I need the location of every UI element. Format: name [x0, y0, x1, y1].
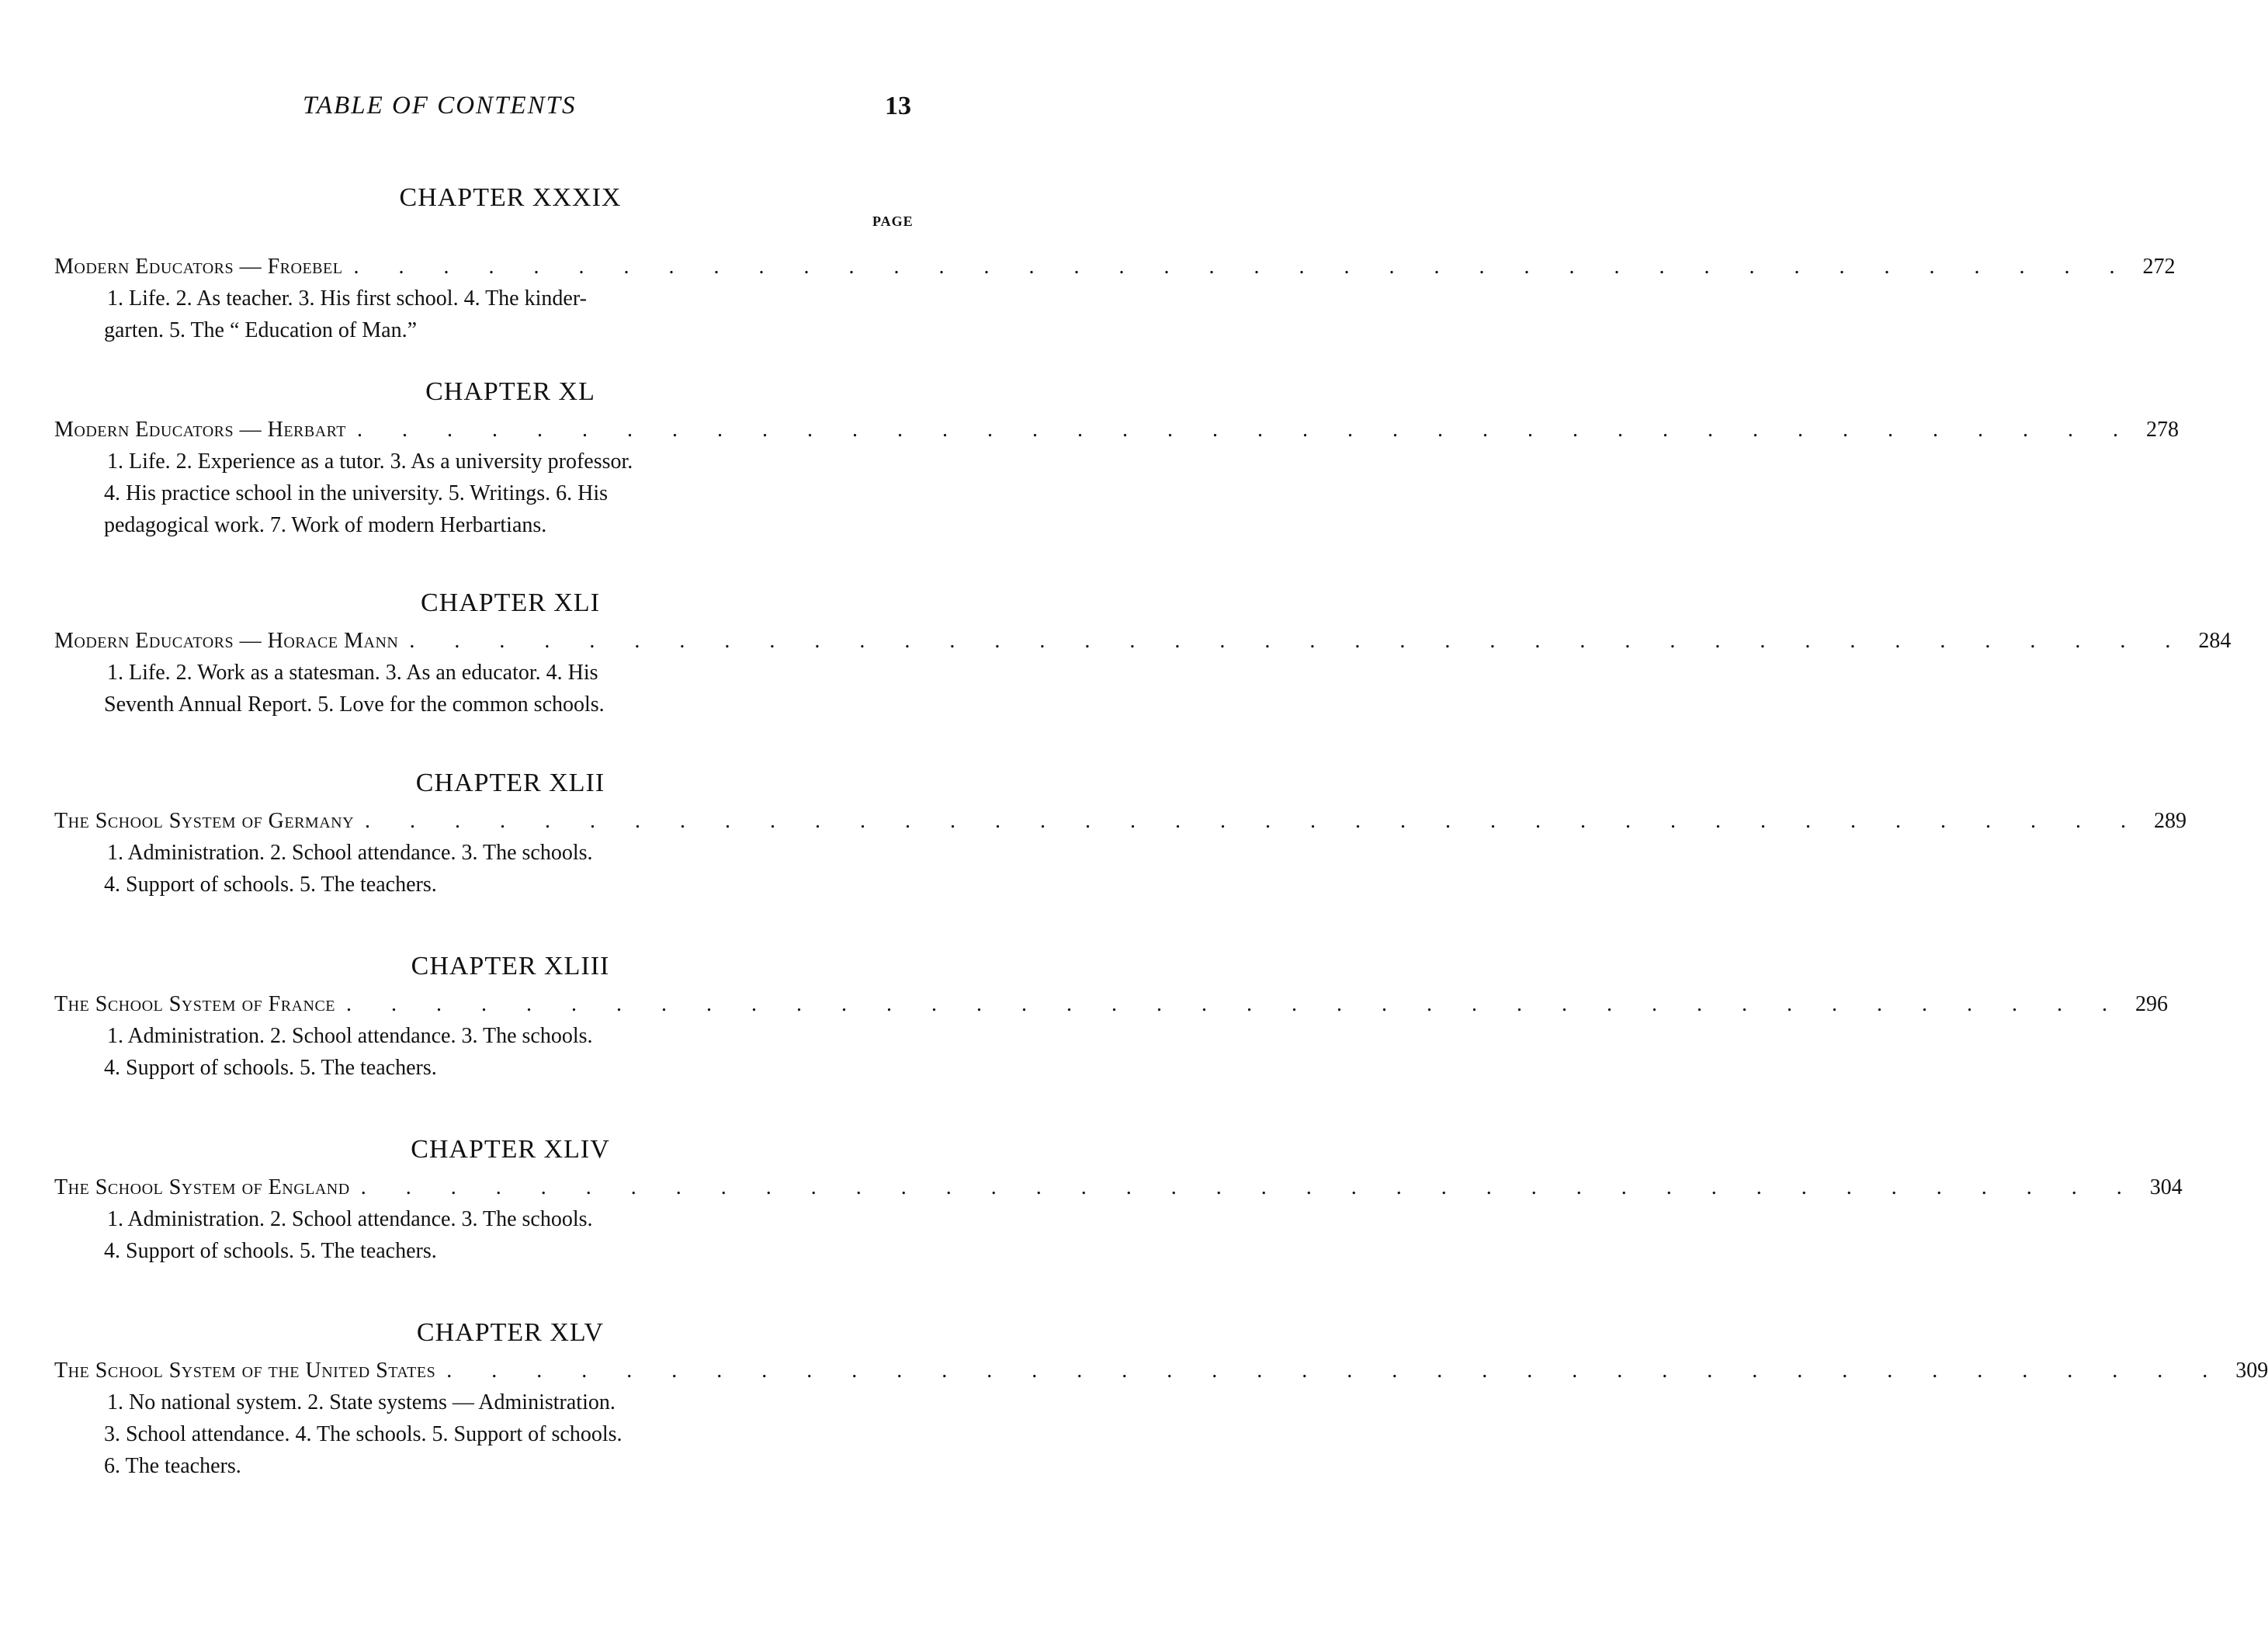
page-number: 13	[885, 92, 911, 120]
chapter-block	[54, 374, 2180, 541]
chapter-heading: CHAPTER XLIV	[411, 1135, 610, 1164]
summary-line: 1. Life. 2. As teacher. 3. His first school. 4. The kinder-	[107, 286, 587, 311]
summary-line: 1. Life. 2. Experience as a tutor. 3. As a university professor.	[107, 449, 633, 474]
entry-page-number: 296	[2135, 992, 2168, 1016]
entry-page-number: 284	[2198, 629, 2232, 653]
summary-line: 1. Administration. 2. School attendance. 3. The schools.	[107, 841, 593, 865]
dot-leader: . . . . . . . . . . . . . . . . . . . . . . . . . . . . . . . . . . . . . . . .	[360, 1175, 2139, 1199]
entry-page-number: 309	[2235, 1359, 2268, 1383]
entry-title: Modern Educators — Horace Mann	[54, 629, 399, 653]
entry-title: Modern Educators — Herbart	[54, 418, 347, 442]
chapter-heading: CHAPTER XLI	[420, 588, 601, 617]
summary-line: 4. Support of schools. 5. The teachers.	[104, 1056, 437, 1080]
chapter-block	[54, 765, 2187, 901]
chapter-summary	[54, 837, 907, 901]
chapter-block	[54, 1132, 2183, 1267]
chapter-block	[54, 1315, 2268, 1482]
chapter-summary	[54, 1020, 907, 1084]
chapter-heading: CHAPTER XXXIX	[399, 183, 622, 212]
summary-line: 4. Support of schools. 5. The teachers.	[104, 873, 437, 897]
chapter-heading: CHAPTER XLIII	[411, 952, 610, 980]
entry-page-number: 272	[2142, 255, 2176, 279]
entry-title: Modern Educators — Froebel	[54, 255, 343, 279]
summary-line: Seventh Annual Report. 5. Love for the common schools.	[104, 692, 605, 717]
page-column-label: PAGE	[872, 213, 914, 229]
summary-line: 1. Life. 2. Work as a statesman. 3. As an educator. 4. His	[107, 661, 598, 685]
entry-page-number: 278	[2146, 418, 2180, 442]
entry-title: The School System of Germany	[54, 809, 355, 833]
toc-entry	[54, 1355, 2268, 1386]
toc-entry	[54, 252, 2176, 283]
toc-entry	[54, 626, 2232, 657]
summary-line: 4. His practice school in the university. 5. Writings. 6. His	[104, 481, 609, 505]
summary-line: pedagogical work. 7. Work of modern Herbartians.	[104, 513, 547, 537]
summary-line: 1. No national system. 2. State systems — Administration.	[107, 1390, 616, 1414]
toc-entry	[54, 415, 2180, 446]
toc-entry	[54, 1172, 2183, 1203]
dot-leader: . . . . . . . . . . . . . . . . . . . . . . . . . . . . . . . . . . . . . . . .	[346, 992, 2124, 1016]
summary-line: 6. The teachers.	[104, 1454, 241, 1478]
chapter-heading: CHAPTER XLII	[415, 769, 605, 797]
chapter-block	[54, 949, 2168, 1084]
running-head	[0, 92, 1054, 130]
dot-leader: . . . . . . . . . . . . . . . . . . . . . . . . . . . . . . . . . . . . . . . .	[353, 255, 2132, 279]
dot-leader: . . . . . . . . . . . . . . . . . . . . . . . . . . . . . . . . . . . . . . . .	[446, 1359, 2225, 1383]
chapter-block	[54, 180, 2176, 346]
entry-page-number: 304	[2149, 1175, 2183, 1199]
dot-leader: . . . . . . . . . . . . . . . . . . . . . . . . . . . . . . . . . . . . . . . .	[357, 418, 2136, 442]
chapter-summary	[54, 1203, 907, 1267]
chapter-heading: CHAPTER XLV	[416, 1318, 605, 1347]
entry-title: The School System of the United States	[54, 1359, 436, 1383]
entry-title: The School System of France	[54, 992, 335, 1016]
summary-line: garten. 5. The “ Education of Man.”	[104, 318, 418, 342]
toc-entry	[54, 989, 2168, 1020]
toc-entry	[54, 806, 2187, 837]
dot-leader: . . . . . . . . . . . . . . . . . . . . . . . . . . . . . . . . . . . . . . . .	[365, 809, 2144, 833]
chapter-block	[54, 585, 2232, 720]
summary-line: 3. School attendance. 4. The schools. 5. Support of schools.	[104, 1422, 622, 1446]
entry-page-number: 289	[2154, 809, 2187, 833]
dot-leader: . . . . . . . . . . . . . . . . . . . . . . . . . . . . . . . . . . . . . . . .	[409, 629, 2188, 653]
chapter-summary	[54, 1386, 907, 1482]
chapter-summary	[54, 283, 907, 346]
summary-line: 1. Administration. 2. School attendance. 3. The schools.	[107, 1207, 593, 1231]
running-title: TABLE OF CONTENTS	[303, 92, 577, 120]
entry-title: The School System of England	[54, 1175, 350, 1199]
summary-line: 4. Support of schools. 5. The teachers.	[104, 1239, 437, 1263]
chapter-summary	[54, 657, 907, 720]
summary-line: 1. Administration. 2. School attendance. 3. The schools.	[107, 1024, 593, 1048]
chapter-heading: CHAPTER XL	[425, 377, 595, 406]
chapter-summary	[54, 446, 907, 541]
